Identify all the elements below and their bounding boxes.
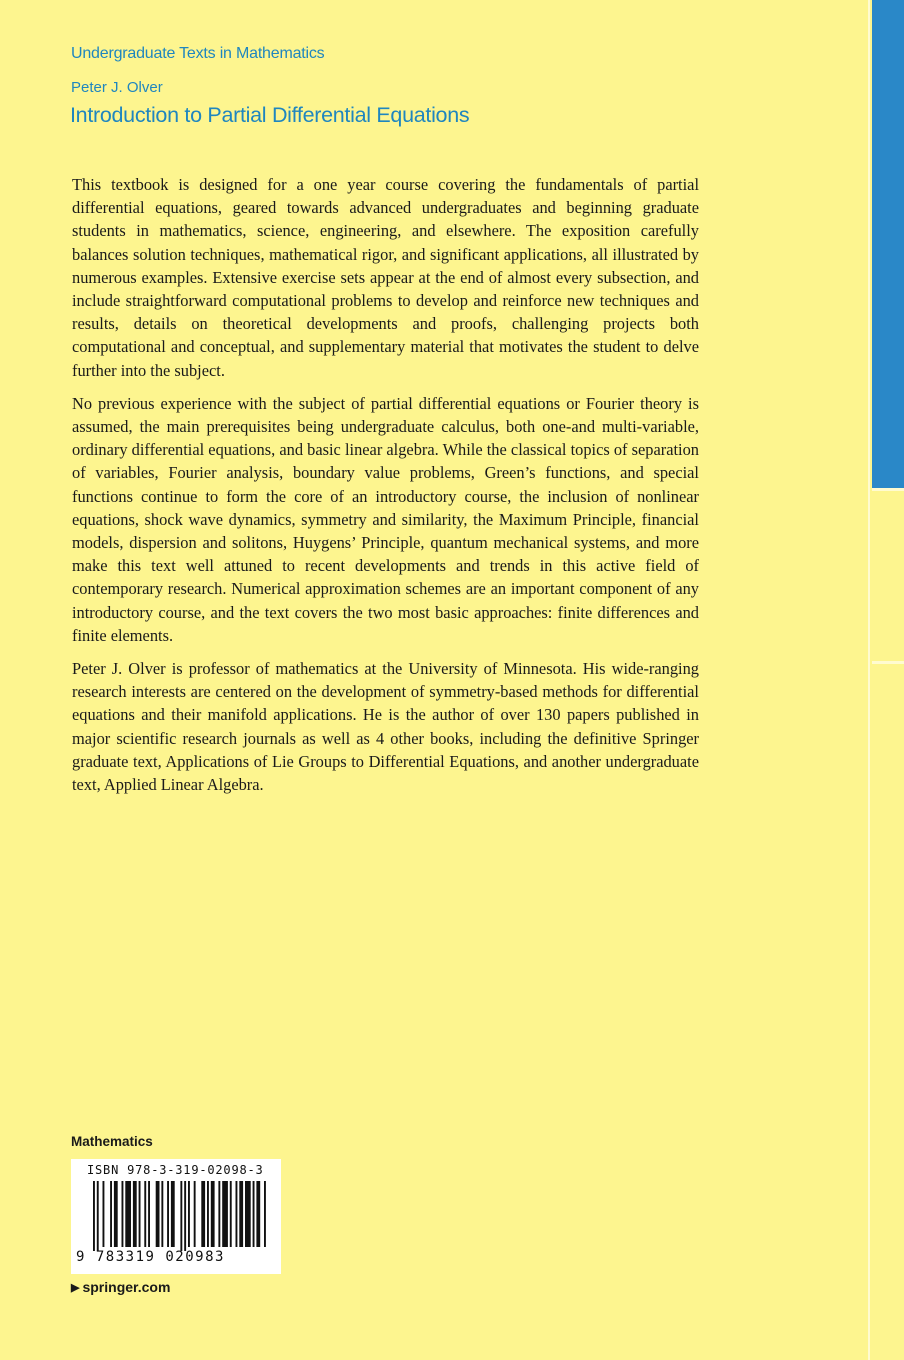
barcode-bar bbox=[93, 1181, 95, 1251]
blurb bbox=[72, 173, 699, 806]
barcode-bar bbox=[110, 1181, 112, 1247]
barcode-bar bbox=[144, 1181, 146, 1247]
isbn-text: ISBN 978-3-319-02098-3 bbox=[87, 1163, 264, 1177]
barcode-bar bbox=[188, 1181, 190, 1247]
barcode-bar bbox=[236, 1181, 238, 1247]
spine-edge bbox=[868, 0, 870, 1360]
barcode-bar bbox=[139, 1181, 141, 1247]
barcode-bar bbox=[114, 1181, 118, 1247]
spine-color-band bbox=[872, 0, 904, 488]
blurb-paragraph: No previous experience with the subject of partial differential equations or Fourier theory is assumed, the main prerequisites being undergraduate calculus, both one-and multi-variable, ordinary differential equations, and basic linear algebra. While the classical topics of separation of variables, Fourier analysis, boundary value problems, Green’s functions, and special functions continue to form the core of an introductory course, the inclusion of nonlinear equations, shock wave dynamics, symmetry and similarity, the Maximum Principle, financial models, dispersion and solitons, Huygens’ Principle, quantum mechanical systems, and more make this text well attuned to recent developments and trends in this active field of contemporary research. Numerical approximation schemes are an important component of any introductory course, and the text covers the two most basic approaches: finite differences and finite elements. bbox=[72, 393, 699, 645]
barcode-bar bbox=[245, 1181, 251, 1247]
barcode-bar bbox=[180, 1181, 182, 1251]
barcode-bars bbox=[71, 1181, 281, 1251]
barcode-bar bbox=[218, 1181, 220, 1247]
ean-digits: 9 783319 020983 bbox=[76, 1249, 225, 1265]
barcode-bar bbox=[194, 1181, 196, 1247]
barcode-bar bbox=[211, 1181, 215, 1247]
barcode-bar bbox=[97, 1181, 99, 1251]
barcode-bar bbox=[171, 1181, 175, 1247]
barcode bbox=[71, 1159, 281, 1274]
barcode-bar bbox=[148, 1181, 150, 1247]
barcode-bar bbox=[133, 1181, 137, 1247]
blurb-paragraph: This textbook is designed for a one year course covering the fundamentals of partial differential equations, geared towards advanced undergraduates and beginning graduate students in mathematics, science, engineering, and elsewhere. The exposition carefully balances solution techniques, mathematical rigor, and significant applications, all illustrated by numerous examples. Extensive exercise sets appear at the end of almost every subsection, and include straightforward computational problems to develop and reinforce new techniques and results, details on theoretical developments and proofs, challenging projects both computational and conceptual, and supplementary material that motivates the student to delve further into the subject. bbox=[72, 175, 699, 380]
website-text: springer.com bbox=[82, 1279, 171, 1295]
barcode-bar bbox=[222, 1181, 228, 1247]
barcode-bar bbox=[207, 1181, 209, 1247]
barcode-bar bbox=[161, 1181, 163, 1247]
author-bio: Peter J. Olver is professor of mathematics at the University of Minnesota. His wide-ranging research interests are centered on the development of symmetry-based methods for differential equations and their manifold applications. He is the author of over 130 papers published in major scientific research journals as well as 4 other books, including the definitive Springer graduate text, Applications of Lie Groups to Differential Equations, and another undergraduate text, Applied Linear Algebra. bbox=[72, 659, 699, 795]
triangle-right-icon: ▶ bbox=[71, 1281, 80, 1294]
barcode-bar bbox=[184, 1181, 186, 1251]
barcode-bar bbox=[103, 1181, 105, 1247]
series-name: Undergraduate Texts in Mathematics bbox=[71, 45, 325, 62]
spine-divider bbox=[872, 661, 904, 664]
barcode-bar bbox=[253, 1181, 255, 1247]
book-title: Introduction to Partial Differential Equations bbox=[70, 103, 470, 127]
barcode-bar bbox=[264, 1181, 266, 1247]
spine-divider bbox=[872, 488, 904, 491]
barcode-bar bbox=[256, 1181, 260, 1247]
barcode-bar bbox=[125, 1181, 131, 1247]
website-link[interactable] bbox=[71, 1279, 170, 1295]
barcode-bar bbox=[239, 1181, 243, 1247]
barcode-bar bbox=[201, 1181, 205, 1247]
barcode-bar bbox=[230, 1181, 232, 1247]
barcode-bar bbox=[167, 1181, 169, 1247]
barcode-bar bbox=[156, 1181, 160, 1247]
barcode-bar bbox=[122, 1181, 124, 1247]
subject-label: Mathematics bbox=[71, 1134, 153, 1149]
author-name: Peter J. Olver bbox=[71, 79, 163, 96]
